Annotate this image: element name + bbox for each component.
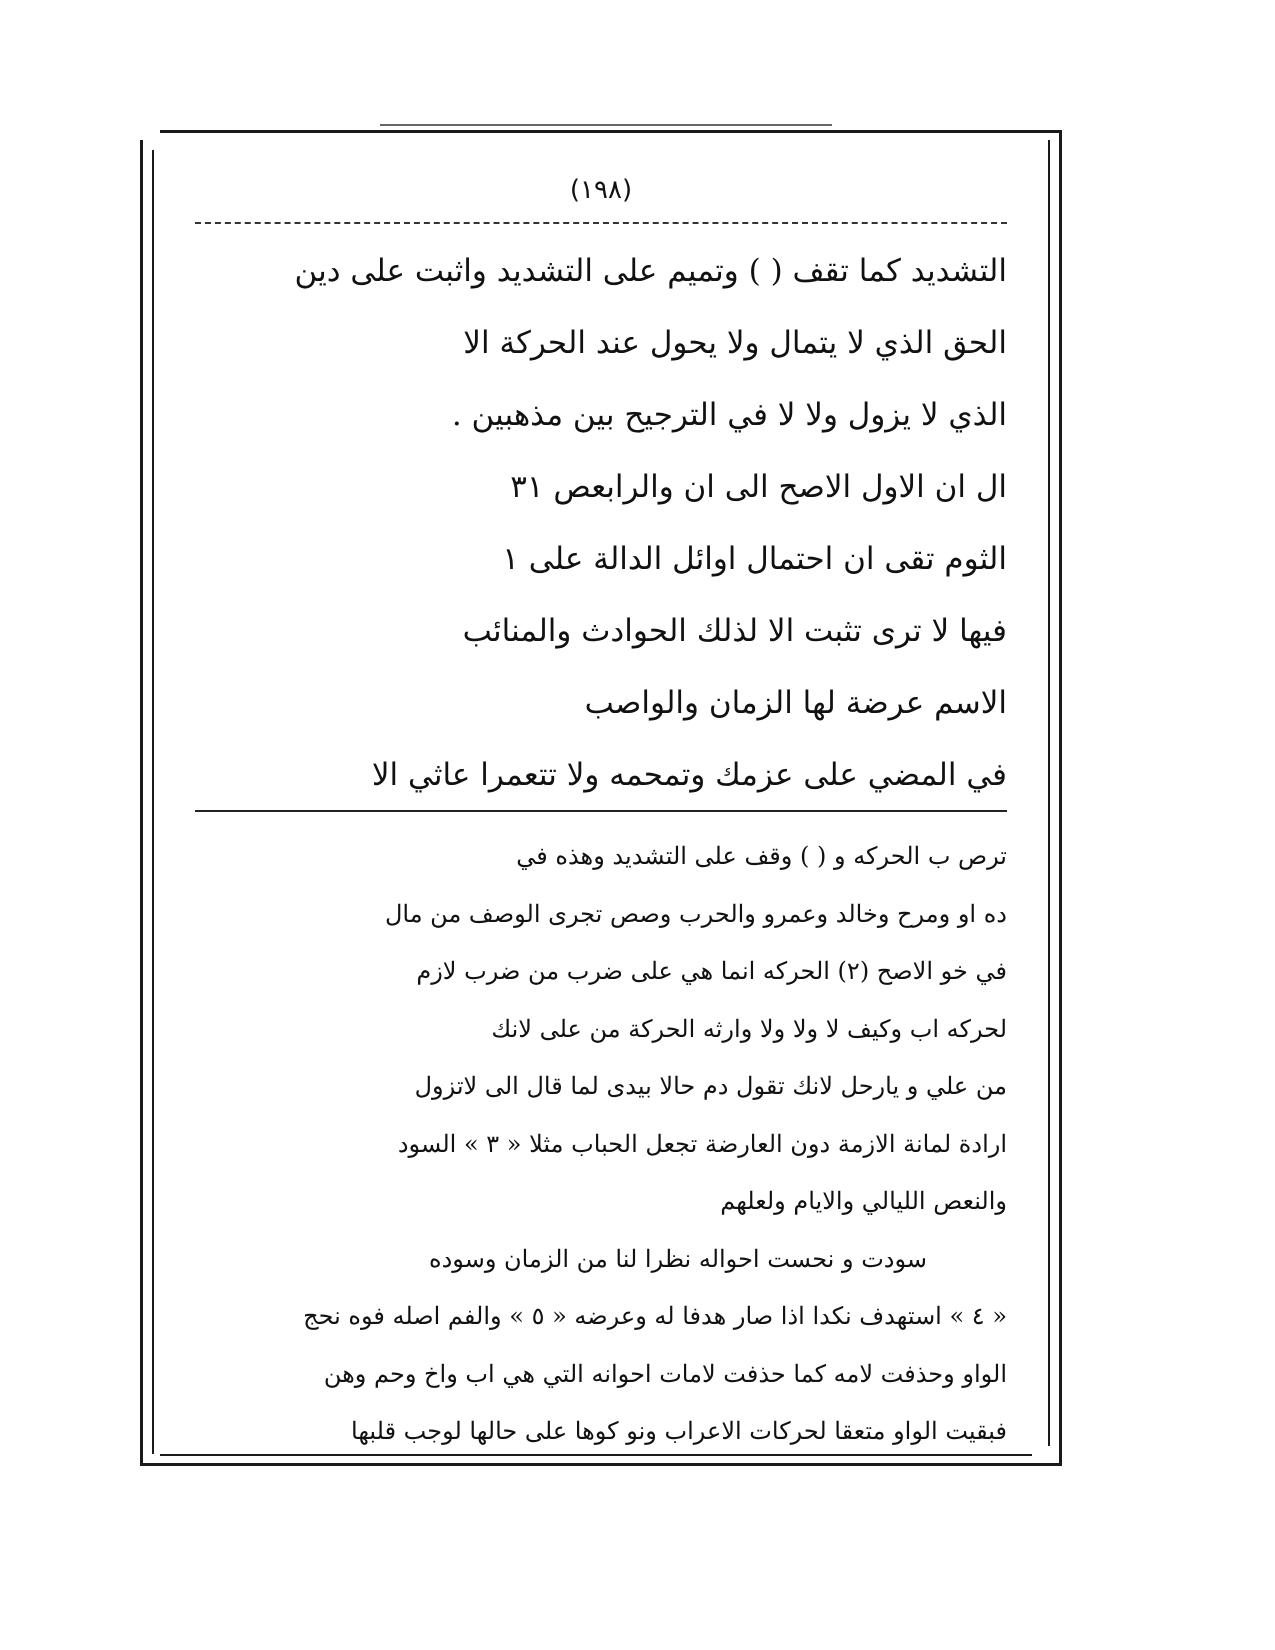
frame-right-inner-line (1048, 140, 1050, 1446)
footnotes (195, 828, 1007, 1461)
main-line: الذي لا يزول ولا لا في الترجيح بين مذهبين . (451, 397, 1007, 433)
main-text (195, 235, 1007, 811)
footnote-line: في خو الاصح (٢) الحركه انما هي على ضرب من ضرب لازم (416, 957, 1007, 985)
main-line: ال ان الاول الاصح الى ان والرابعص ٣١ (510, 469, 1007, 505)
main-line: في المضي على عزمك وتمحمه ولا تتعمرا عاثي الا (371, 757, 1007, 793)
frame-bottom-line (140, 1463, 1062, 1466)
main-line: فيها لا ترى تثبت الا لذلك الحوادث والمنائب (462, 613, 1007, 649)
main-line: التشديد كما تقف ( ) وتميم على التشديد واثبت على دين (294, 253, 1007, 289)
footnote-line: ده او ومرح وخالد وعمرو والحرب وصص تجرى الوصف من مال (384, 899, 1007, 928)
footnote-line: الواو وحذفت لامه كما حذفت لامات احوانه التي هي اب واخ وحم وهن (323, 1359, 1007, 1388)
footnote-line: فبقيت الواو متعقا لحركات الاعراب ونو كوها على حالها لوجب قلبها (351, 1417, 1007, 1445)
footnote-line: من علي و يارحل لانك تقول دم حالا بيدى لما قال الى لاتزول (414, 1072, 1007, 1100)
frame-left-inner-line (152, 150, 154, 1454)
header-rule (195, 222, 1007, 224)
footnote-line: « ٤ » استهدف نكدا اذا صار هدفا له وعرضه « ٥ » والفم اصله فوه نحج (303, 1302, 1007, 1330)
footnote-line: والنعص الليالي والايام ولعلهم (720, 1187, 1007, 1215)
footnote-line: ارادة لمانة الازمة دون العارضة تجعل الحباب مثلا « ٣ » السود (397, 1129, 1007, 1158)
frame-right-line (1059, 130, 1062, 1466)
footnote-line: سودت و نحست احواله نظرا لنا من الزمان وسوده (429, 1244, 927, 1273)
footnote-line: ترص ب الحركه و ( ) وقف على التشديد وهذه في (516, 842, 1007, 870)
frame-left-line (140, 140, 143, 1466)
page-frame (140, 130, 1062, 1466)
footnote-separator (195, 810, 1007, 812)
main-line: الاسم عرضة لها الزمان والواصب (584, 685, 1007, 721)
frame-top-inner-line (380, 124, 832, 126)
main-line: الحق الذي لا يتمال ولا يحول عند الحركة الا (463, 325, 1007, 361)
main-line: الثوم تقى ان احتمال اوائل الدالة على ١ (502, 541, 1007, 577)
frame-top-line (160, 130, 1062, 133)
page-number: (١٩٨) (569, 175, 633, 205)
footnote-line: لحركه اب وكيف لا ولا ولا وارثه الحركة من على لانك (491, 1014, 1007, 1043)
